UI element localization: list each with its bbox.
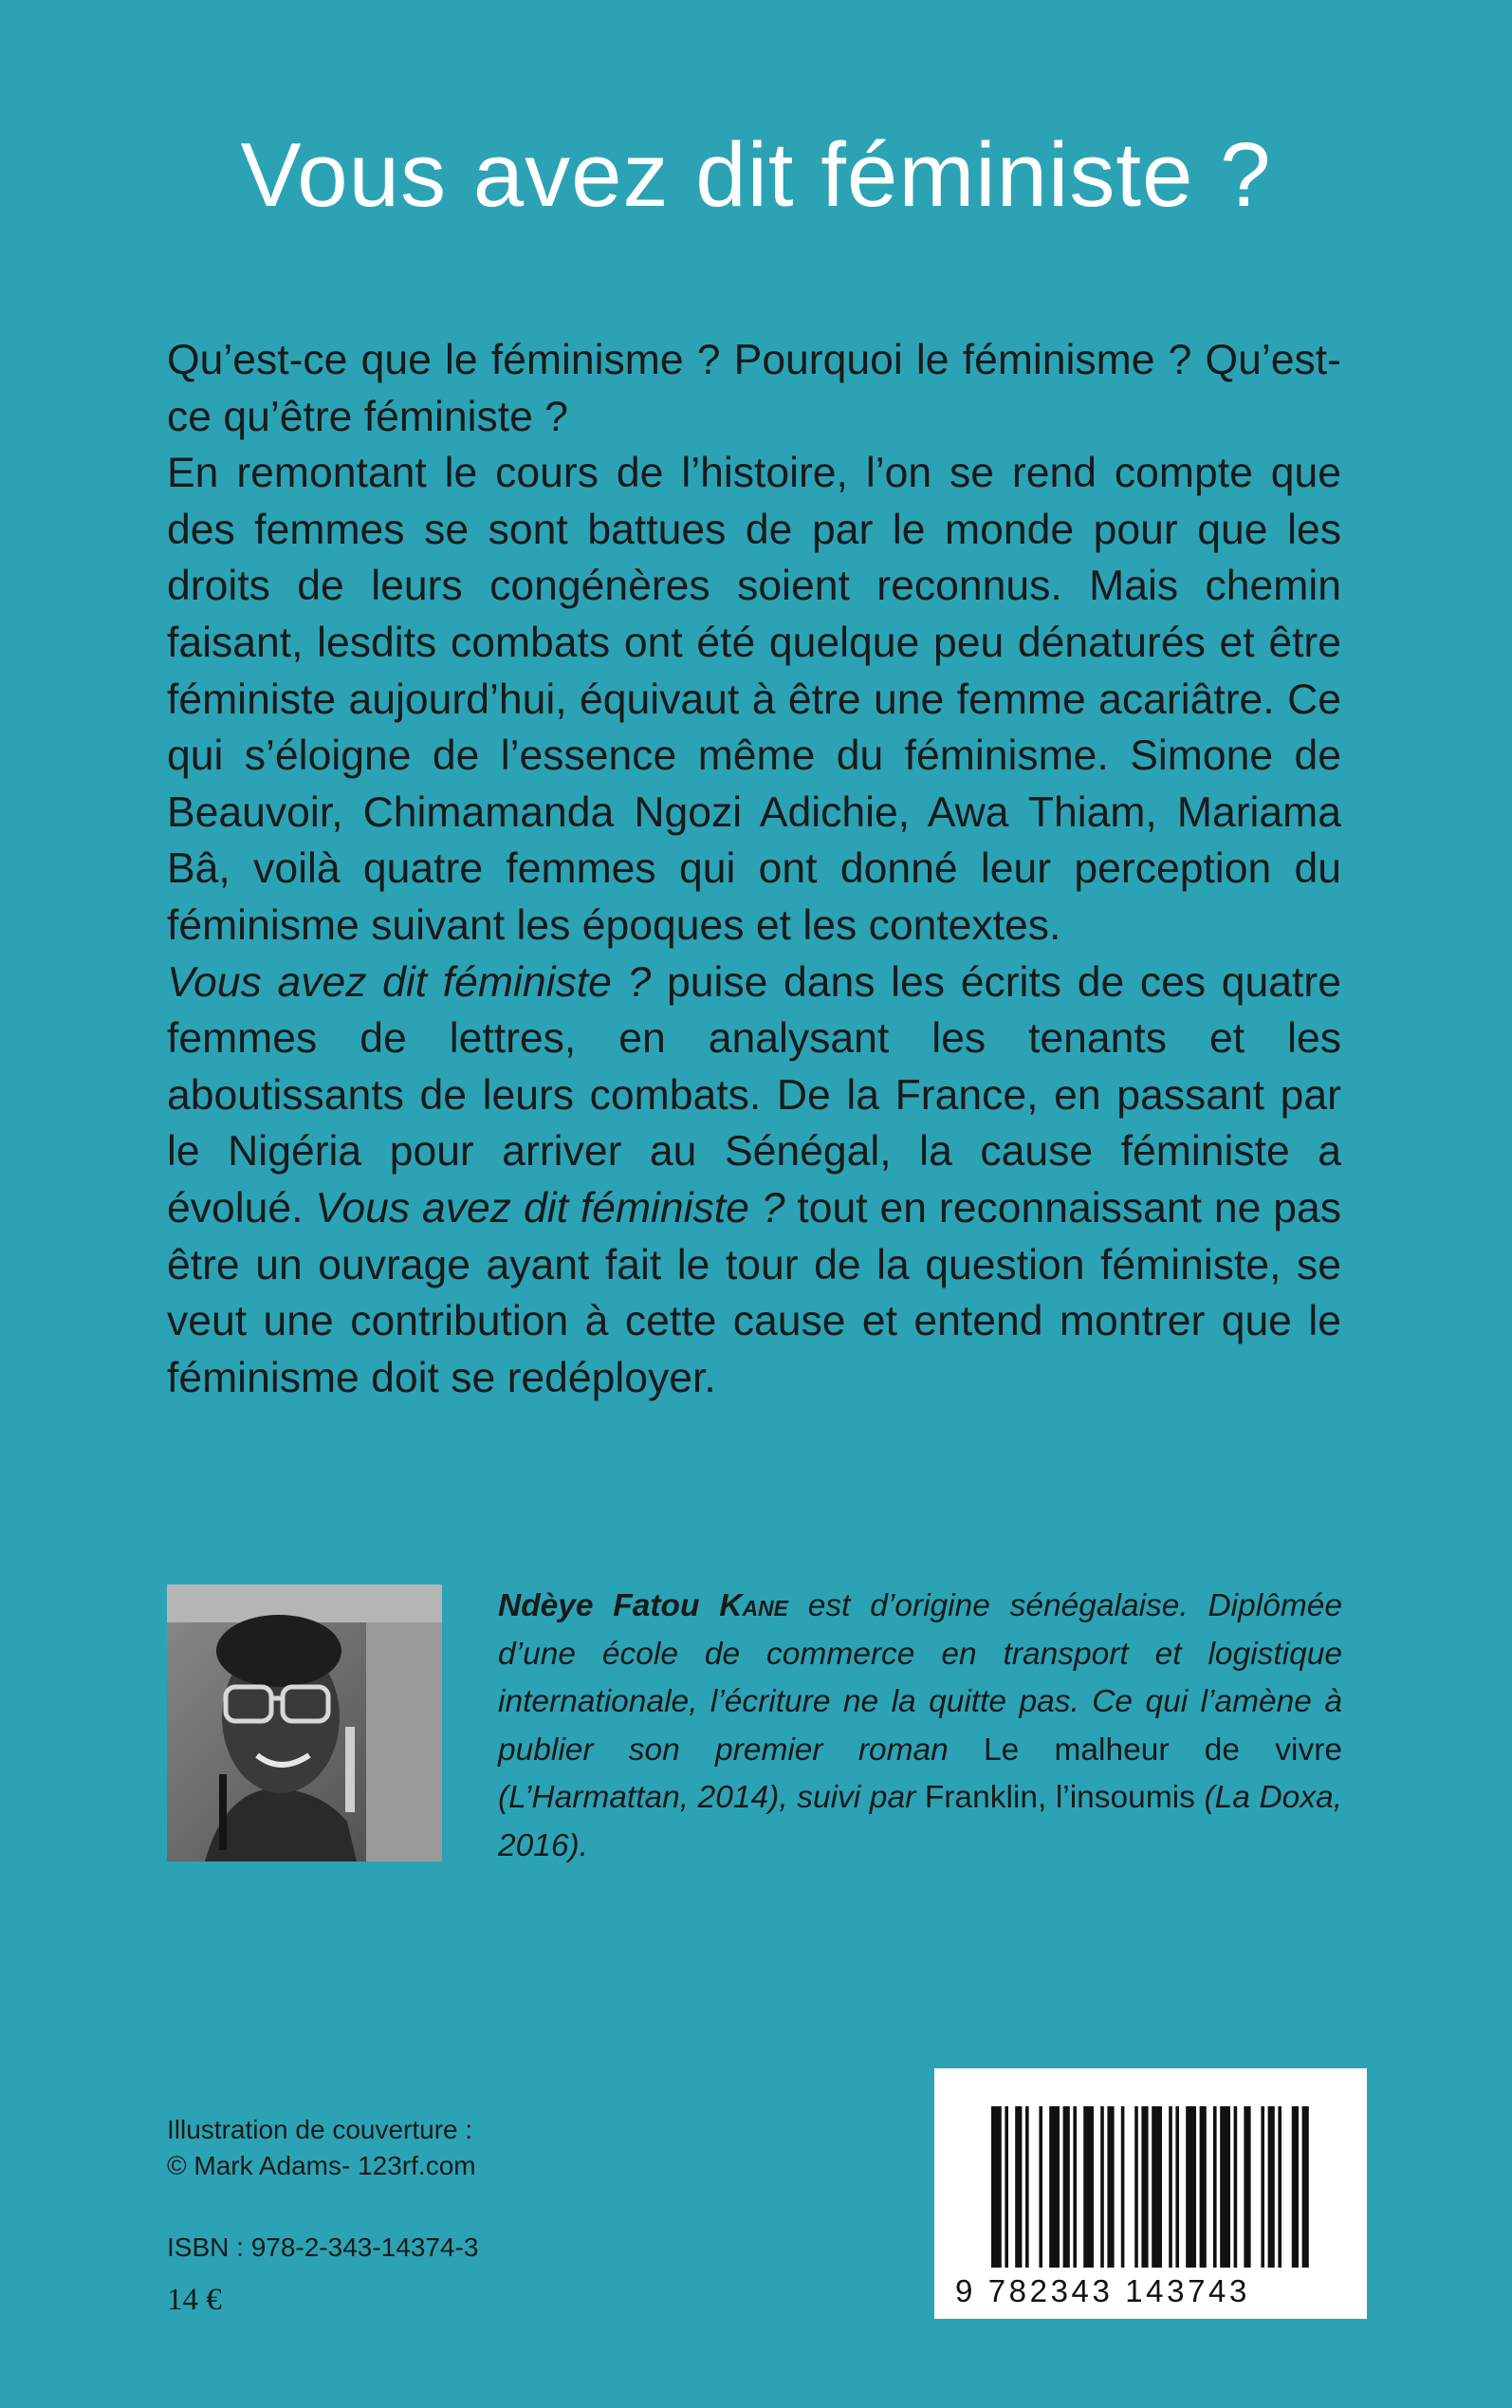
barcode-bar	[1261, 2106, 1264, 2268]
barcode-bar	[1005, 2106, 1008, 2268]
bio-text-3: (La Doxa, 2016).	[498, 1780, 1343, 1863]
barcode-bar	[1025, 2106, 1029, 2268]
barcode-bar	[1073, 2106, 1077, 2268]
price-text: 14 €	[167, 2283, 222, 2317]
blurb-text-2: tout en reconnaissant ne pas être un ouvrage ayant fait le tour de la question féministe, se veut une contribution à cette cause et entend montrer que le féminisme doit se redéployer.	[167, 1184, 1341, 1401]
barcode-bar	[1268, 2106, 1275, 2268]
barcode-bar	[1213, 2106, 1217, 2268]
barcode	[934, 2068, 1367, 2319]
barcode-bar	[1083, 2106, 1094, 2268]
barcode-bar	[991, 2106, 1002, 2268]
barcode-bar	[1107, 2106, 1114, 2268]
author-surname: Kane	[719, 1588, 789, 1623]
barcode-bar	[1015, 2106, 1022, 2268]
cover-credits	[167, 2112, 476, 2184]
barcode-bar	[1200, 2106, 1207, 2268]
blurb-paragraph-3	[167, 954, 1341, 1407]
barcode-bar	[1141, 2106, 1148, 2268]
barcode-bar	[1175, 2106, 1179, 2268]
barcode-bar	[1186, 2106, 1196, 2268]
barcode-bar	[1244, 2106, 1250, 2268]
credits-line-1: Illustration de couverture :	[167, 2115, 473, 2144]
barcode-bar	[1134, 2106, 1138, 2268]
back-cover-blurb	[167, 332, 1341, 1406]
barcode-bar	[1169, 2106, 1172, 2268]
barcode-bar	[1220, 2106, 1230, 2268]
barcode-bar	[1292, 2106, 1299, 2268]
barcode-bar	[1234, 2106, 1238, 2268]
barcode-bar	[1278, 2106, 1282, 2268]
barcode-bar	[1121, 2106, 1125, 2268]
bio-book-1: Le malheur de vivre	[984, 1732, 1342, 1768]
blurb-text: puise dans les écrits de ces quatre femmes de lettres, en analysant les tenants et les aboutissants de leurs combats. De la France, en passant par le Nigéria pour arriver au Sénégal, la cause féministe a évolué.	[167, 958, 1341, 1232]
barcode-bar	[1100, 2106, 1104, 2268]
bio-book-2: Franklin, l’insoumis	[924, 1780, 1195, 1815]
blurb-paragraph-2: En remontant le cours de l’histoire, l’on se rend compte que des femmes se sont battues de par le monde pour que les droits de leurs congénères soient reconnus. Mais chemin faisant, lesdits combats ont été quelque peu dénaturés et être féministe aujourd’hui, équivaut à être une femme acariâtre. Ce qui s’éloigne de l’essence même du féminisme. Simone de Beauvoir, Chimamanda Ngozi Adichie, Awa Thiam, Mariama Bâ, voilà quatre femmes qui ont donné leur perception du féminisme suivant les époques et les contextes.	[167, 450, 1341, 949]
barcode-bar	[1039, 2106, 1042, 2268]
author-bio	[498, 1583, 1342, 1870]
blurb-title-italic: Vous avez dit féministe ?	[167, 958, 652, 1006]
author-photo	[167, 1584, 442, 1862]
author-name: Ndèye Fatou Kane	[498, 1588, 789, 1623]
credits-line-2: © Mark Adams- 123rf.com	[167, 2151, 476, 2180]
barcode-bar	[1049, 2106, 1060, 2268]
barcode-bar	[1063, 2106, 1070, 2268]
book-title: Vous avez dit féministe ?	[240, 124, 1272, 226]
barcode-bar	[1152, 2106, 1162, 2268]
barcode-digits: 9 782343 143743	[955, 2273, 1250, 2308]
blurb-title-italic-2: Vous avez dit féministe ?	[315, 1184, 785, 1232]
bio-text-1: est d’origine sénégalaise. Diplômée d’une école de commerce en transport et logistique internationale, l’écriture ne la quitte pas. Ce qui l’amène à publier son premier roman	[498, 1588, 1342, 1768]
isbn-text: ISBN : 978-2-343-14374-3	[167, 2232, 479, 2262]
bio-text-2: (L’Harmattan, 2014), suivi par	[498, 1780, 925, 1815]
blurb-paragraph-1: Qu’est-ce que le féminisme ? Pourquoi le féminisme ? Qu’est-ce qu’être féministe ?	[167, 337, 1341, 440]
barcode-bar	[1302, 2106, 1309, 2268]
